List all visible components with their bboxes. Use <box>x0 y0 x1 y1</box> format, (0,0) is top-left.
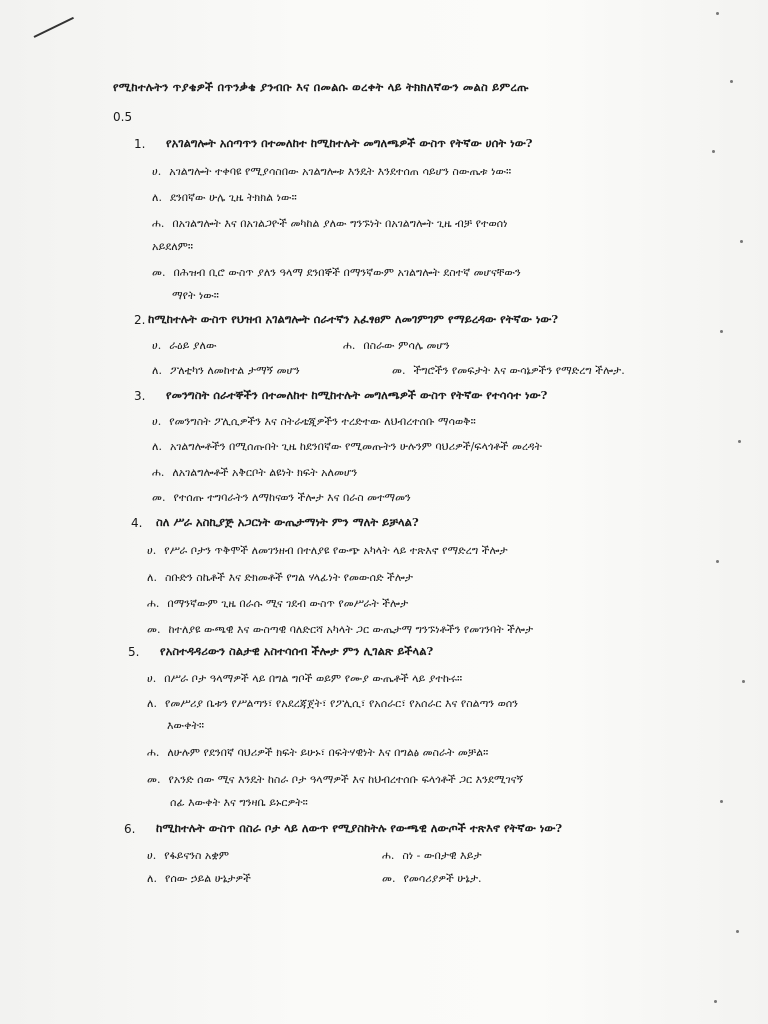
question-text: የአስተዳዳሪውን ስልታዊ አስተሳሰብ ችሎታ ምን ሊገልጽ ይችላል? <box>160 644 434 658</box>
edge-mark <box>716 560 719 563</box>
option <box>392 364 625 378</box>
option <box>147 697 518 711</box>
option-letter: ሀ. <box>147 672 157 685</box>
option-text: በማንኛውም ጊዜ በራሱ ሚና ገደብ ውስጥ የመሥራት ችሎታ <box>167 597 409 610</box>
question-text: የመንግስት ሰራተኞችን በተመለከተ ከሚከተሉት መግለጫዎች ውስጥ የትኛው የተሳሳተ ነው? <box>166 388 548 402</box>
option-text: ደንበኛው ሁሌ ጊዜ ትክክል ነው። <box>169 191 297 204</box>
edge-mark <box>716 12 719 15</box>
edge-mark <box>736 930 739 933</box>
question-number: 4. <box>131 516 143 530</box>
option-letter: መ. <box>147 623 161 636</box>
option-text: በአገልግሎት እና በአገልጋዮች መካከል ያለው ግንኙነት በአገልግሎት ጊዜ ብቻ የተወሰነ <box>172 217 508 230</box>
instruction-text: የሚከተሉትን ጥያቄዎች በጥንቃቄ ያንብቡ እና በመልሱ ወረቀት ላይ ትክክለኛውን መልስ ይምረጡ <box>113 80 529 94</box>
option <box>147 872 251 886</box>
option-letter: ለ. <box>152 191 162 204</box>
option-text: የመንግስት ፖሊሲዎችን እና ስትራቴጂዎችን ተረድተው ለህብረተሰቡ ማሳወቅ። <box>169 415 476 428</box>
option <box>152 266 521 280</box>
option-text: በሥራ ቦታ ዓላማዎች ላይ በግል ግቦች ወይም የሙያ ውጤቶች ላይ ያተኩሩ። <box>164 672 463 685</box>
option-letter: ሐ. <box>147 746 160 759</box>
option <box>152 466 357 480</box>
option-text: በሕዝብ ቢሮ ውስጥ ያለን ዓላማ ደንበኞች በማንኛውም አገልግሎት ደስተኛ መሆናቸውን <box>173 266 521 279</box>
option <box>343 339 450 353</box>
option-letter: ሐ. <box>152 217 165 230</box>
option <box>152 339 217 353</box>
option-letter: ሐ. <box>147 597 160 610</box>
option <box>382 849 482 863</box>
option <box>152 415 476 429</box>
option-letter: መ. <box>392 364 406 377</box>
option-letter: ለ. <box>147 697 157 710</box>
option-text: የሥራ ቦታን ጥቅሞች ለመገንዘብ በተለያዩ የውጭ አካላት ላይ ተጽእኖ የማድረግ ችሎታ <box>164 544 508 557</box>
edge-mark <box>714 1000 717 1003</box>
option-text: ፖለቲካን ለመከተል ታማኝ መሆን <box>169 364 300 377</box>
question-text: ስለ ሥራ አስኪያጅ አጋርነት ውጤታማነት ምን ማለት ይቻላል? <box>156 515 419 529</box>
option-text: ለሁሉም የደንበኛ ባህሪዎች ክፍት ይሁኑ፣ በፍትሃዊነት እና በግልፅ መስራት መቻል። <box>167 746 489 759</box>
option-letter: ለ. <box>152 364 162 377</box>
option-text: ስቡድን ስኬቶች እና ድክመቶች የግል ሃላፊነት የመውሰድ ችሎታ <box>164 571 414 584</box>
option-text: በስራው ምሳሌ መሆን <box>363 339 450 352</box>
option-text: አገልግሎት ተቀባዩ የሚያሳስበው አገልግሎቱ እንዴት እንደተሰጠ ሳይሆን ስውጤቱ ነው። <box>169 165 512 178</box>
option <box>147 849 229 863</box>
option-letter: ሐ. <box>343 339 356 352</box>
option <box>152 165 511 179</box>
option-text: የፋይናንስ አቋም <box>164 849 230 862</box>
option-continuation: አይደለም። <box>152 240 194 253</box>
option <box>382 872 482 886</box>
option-letter: ሐ. <box>152 466 165 479</box>
option-text: የሰው ኃይል ሁኔታዎች <box>164 872 251 885</box>
option-letter: ሐ. <box>382 849 395 862</box>
option-text: ችግሮችን የመፍታት እና ውሳኔዎችን የማድረግ ችሎታ. <box>413 364 625 377</box>
question-text: ከሚከተሉት ውስጥ በስራ ቦታ ላይ ለውጥ የሚያስከትሉ የውጫዊ ለውጦች ተጽእኖ የትኛው ነው? <box>156 821 563 835</box>
option <box>152 440 542 454</box>
option-text: ከተለያዩ ውጫዊ እና ውስጣዊ ባለድርሻ አካላት ጋር ውጤታማ ግንኙነቶችን የመገንባት ችሎታ <box>168 623 534 636</box>
option-letter: መ. <box>152 491 166 504</box>
edge-mark <box>712 150 715 153</box>
question-text: ከሚከተሉት ውስጥ የህዝብ አገልግሎት ሰራተኛን አፈፃፀም ለመገምገም የማይረዳው የትኛው ነው? <box>148 312 559 326</box>
edge-mark <box>740 240 743 243</box>
option-letter: ሀ. <box>152 415 162 428</box>
edge-mark <box>720 330 723 333</box>
option-letter: ሀ. <box>147 849 157 862</box>
option-letter: ሀ. <box>152 339 162 352</box>
option-continuation: ማየት ነው። <box>172 289 219 302</box>
option <box>147 597 408 611</box>
option-text: የአንድ ሰው ሚና እንዴት ከስራ ቦታ ዓላማዎች እና ከህብረተሰቡ ፍላጎቶች ጋር እንደሚገናኝ <box>168 773 524 786</box>
option <box>147 544 508 558</box>
option-text: የመሥሪያ ቤቱን የሥልጣን፣ የአደረጃጀት፣ የፖሊሲ፣ የአሰራር፣ የአሰራር እና የስልጣን ወሰን <box>164 697 519 710</box>
option-text: አገልግሎቶችን በሚሰጡበት ጊዜ ከደንበኛው የሚመጡትን ሁሉንም ባህሪዎች/ፍላጎቶች መረዳት <box>169 440 542 453</box>
option-continuation: እውቀት። <box>167 719 205 732</box>
option-text: ስነ - ውበታዊ እይታ <box>402 849 482 862</box>
edge-mark <box>738 440 741 443</box>
option <box>147 773 523 787</box>
option-letter: ለ. <box>147 872 157 885</box>
option-letter: ለ. <box>147 571 157 584</box>
question-number: 1. <box>134 137 146 151</box>
option <box>152 191 297 205</box>
question-number: 6. <box>124 822 136 836</box>
question-number: 2. <box>134 313 146 327</box>
option <box>147 672 462 686</box>
option-continuation: ሰፊ እውቀት እና ግንዛቤ ይኑርዎት። <box>170 796 308 809</box>
option <box>147 623 533 637</box>
question-number: 3. <box>134 389 146 403</box>
option-letter: መ. <box>147 773 161 786</box>
option-letter: መ. <box>382 872 396 885</box>
points-label: 0.5 <box>113 110 133 124</box>
option <box>147 746 488 760</box>
option-text: ለአገልግሎቶች አቅርቦት ልዩነት ክፍት አለመሆን <box>172 466 358 479</box>
option-letter: ሀ. <box>147 544 157 557</box>
edge-mark <box>720 800 723 803</box>
option-text: የመሳሪያዎች ሁኔታ. <box>403 872 482 885</box>
option <box>147 571 413 585</box>
pen-mark <box>34 17 74 38</box>
edge-mark <box>742 680 745 683</box>
option-letter: ሀ. <box>152 165 162 178</box>
option <box>152 364 300 378</box>
option-letter: ለ. <box>152 440 162 453</box>
option-text: የተሰጡ ተግባራትን ለማከናወን ችሎታ እና በራስ መተማመን <box>173 491 411 504</box>
option <box>152 491 411 505</box>
option-text: ራዕይ ያለው <box>169 339 217 352</box>
option-letter: መ. <box>152 266 166 279</box>
question-text: የአገልግሎት አሰጣጥን በተመለከተ ከሚከተሉት መግለጫዎች ውስጥ የትኛው ሀሰት ነው? <box>166 136 533 150</box>
question-number: 5. <box>128 645 140 659</box>
option <box>152 217 507 231</box>
